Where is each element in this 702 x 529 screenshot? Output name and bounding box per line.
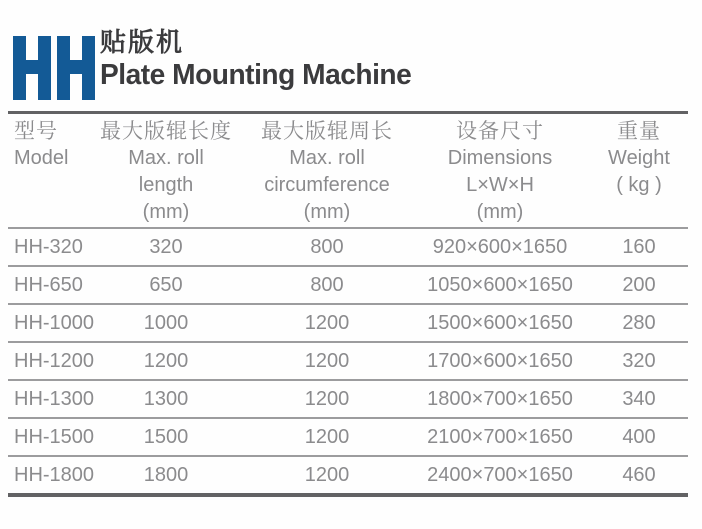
cell-max-roll-length: 1000	[88, 304, 244, 342]
cell-dimensions: 2400×700×1650	[410, 456, 590, 495]
cell-max-roll-circumference: 1200	[244, 456, 410, 495]
col-header-model-zh: 型号	[14, 120, 58, 143]
table-row	[8, 342, 688, 380]
cell-max-roll-length: 650	[88, 266, 244, 304]
spec-table	[8, 111, 688, 497]
cell-dimensions: 2100×700×1650	[410, 418, 590, 456]
col-header-model	[8, 113, 88, 229]
col-header-model-en: Model	[14, 147, 69, 169]
page-title-zh: 贴版机	[100, 27, 185, 57]
col-header-weight-en1: Weight	[608, 147, 670, 169]
cell-weight: 200	[590, 266, 688, 304]
cell-model: HH-320	[8, 228, 88, 266]
cell-weight: 400	[590, 418, 688, 456]
cell-max-roll-length: 1200	[88, 342, 244, 380]
col-header-max-roll-length-unit: (mm)	[142, 201, 190, 223]
col-header-dimensions-en2: L×W×H	[466, 174, 534, 196]
col-header-max-roll-circumference-zh: 最大版辊周长	[261, 120, 393, 143]
col-header-dimensions-en1: Dimensions	[447, 147, 553, 169]
page-title-en: Plate Mounting Machine	[100, 59, 412, 91]
table-row	[8, 304, 688, 342]
cell-dimensions: 1700×600×1650	[410, 342, 590, 380]
cell-max-roll-circumference: 1200	[244, 380, 410, 418]
col-header-dimensions-zh: 设备尺寸	[456, 120, 544, 143]
col-header-weight-unit: ( kg )	[616, 174, 662, 196]
cell-weight: 280	[590, 304, 688, 342]
cell-dimensions: 1500×600×1650	[410, 304, 590, 342]
col-header-max-roll-length-zh: 最大版辊长度	[100, 120, 232, 143]
col-header-max-roll-circumference	[244, 113, 410, 229]
cell-dimensions: 1050×600×1650	[410, 266, 590, 304]
cell-model: HH-1200	[8, 342, 88, 380]
col-header-max-roll-length-en1: Max. roll	[128, 147, 204, 169]
cell-model: HH-650	[8, 266, 88, 304]
cell-model: HH-1300	[8, 380, 88, 418]
col-header-weight-zh: 重量	[617, 120, 661, 143]
cell-max-roll-length: 1300	[88, 380, 244, 418]
cell-weight: 460	[590, 456, 688, 495]
cell-max-roll-circumference: 1200	[244, 304, 410, 342]
table-row	[8, 266, 688, 304]
cell-dimensions: 1800×700×1650	[410, 380, 590, 418]
brand-logo	[13, 36, 95, 100]
col-header-max-roll-circumference-unit: (mm)	[303, 201, 351, 223]
logo-letter-h-icon	[57, 36, 95, 100]
logo-letter-h-icon	[13, 36, 51, 100]
col-header-dimensions-unit: (mm)	[476, 201, 524, 223]
cell-model: HH-1800	[8, 456, 88, 495]
cell-max-roll-length: 320	[88, 228, 244, 266]
cell-dimensions: 920×600×1650	[410, 228, 590, 266]
table-row	[8, 456, 688, 495]
cell-weight: 160	[590, 228, 688, 266]
col-header-dimensions	[410, 113, 590, 229]
col-header-max-roll-circumference-en2: circumference	[264, 174, 390, 196]
col-header-max-roll-circumference-en1: Max. roll	[289, 147, 365, 169]
col-header-max-roll-length	[88, 113, 244, 229]
page-title	[100, 25, 421, 91]
table-header-row	[8, 113, 688, 229]
table-row	[8, 380, 688, 418]
col-header-weight	[590, 113, 688, 229]
cell-max-roll-length: 1800	[88, 456, 244, 495]
cell-weight: 320	[590, 342, 688, 380]
table-row	[8, 418, 688, 456]
cell-model: HH-1500	[8, 418, 88, 456]
cell-model: HH-1000	[8, 304, 88, 342]
cell-weight: 340	[590, 380, 688, 418]
cell-max-roll-circumference: 1200	[244, 418, 410, 456]
cell-max-roll-circumference: 800	[244, 228, 410, 266]
table-row	[8, 228, 688, 266]
col-header-max-roll-length-en2: length	[138, 174, 194, 196]
cell-max-roll-circumference: 800	[244, 266, 410, 304]
cell-max-roll-circumference: 1200	[244, 342, 410, 380]
cell-max-roll-length: 1500	[88, 418, 244, 456]
